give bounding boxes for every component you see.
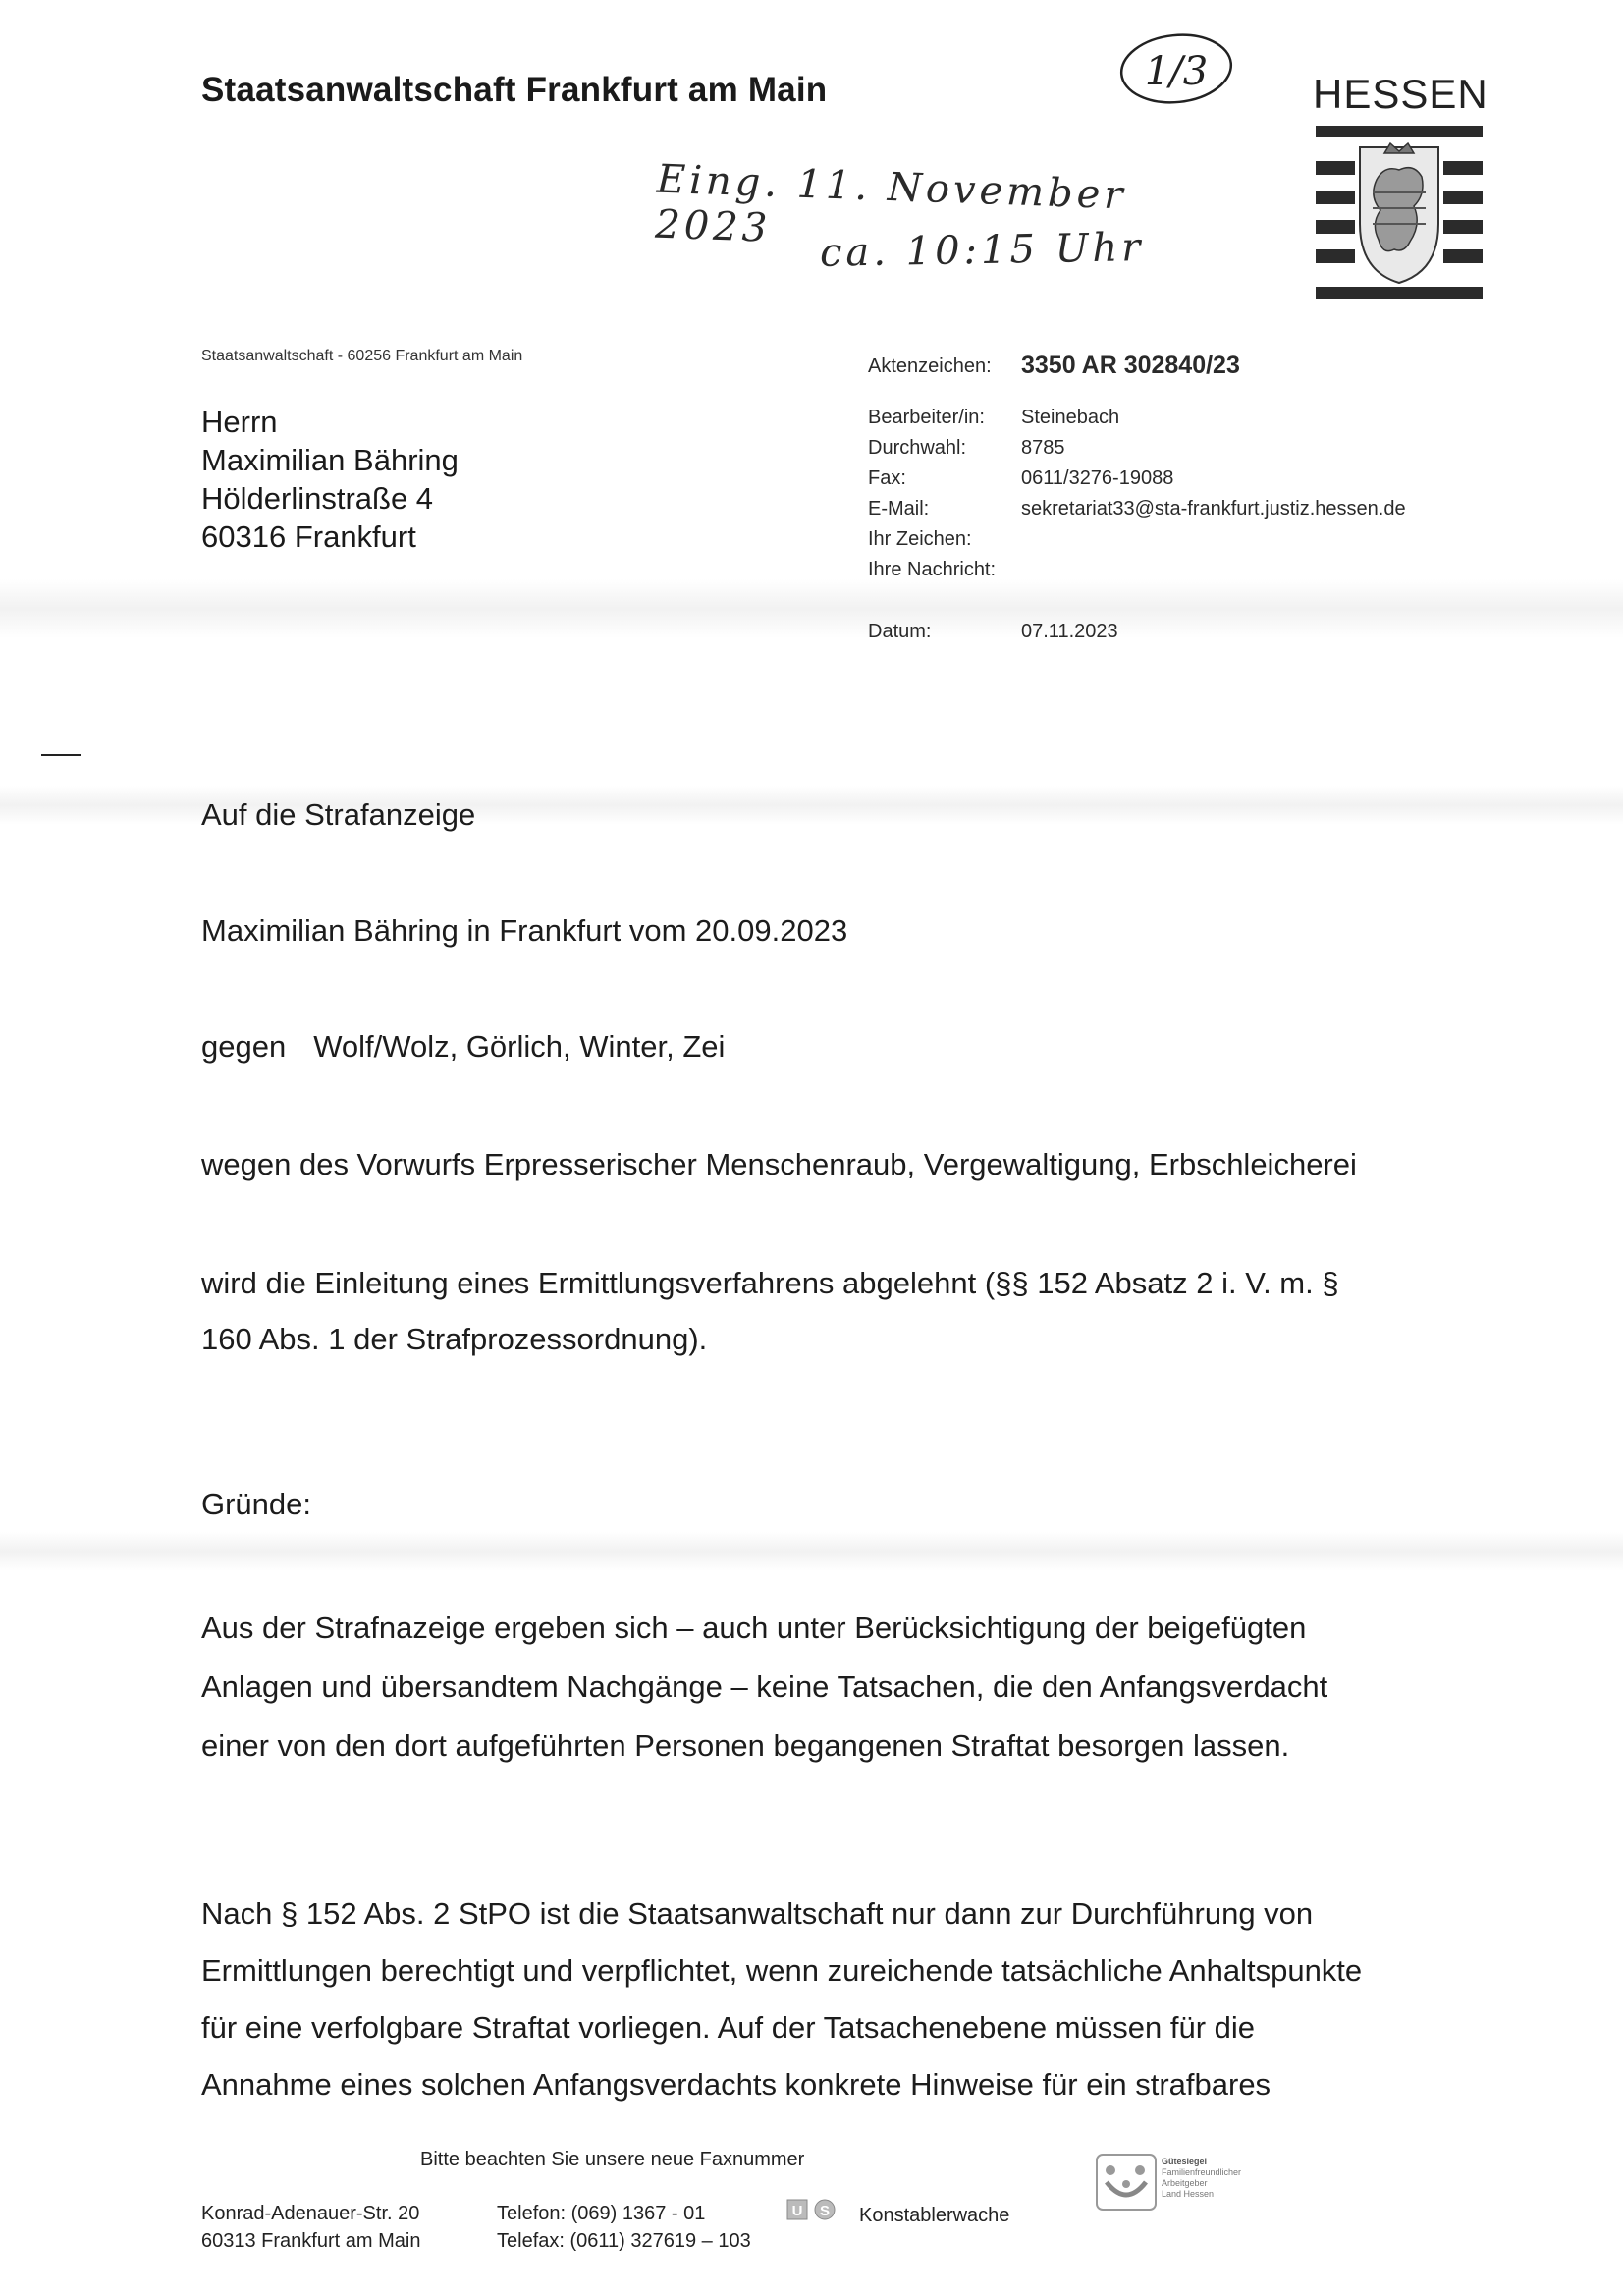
fax-value: 0611/3276-19088 bbox=[1021, 467, 1174, 489]
scan-band bbox=[0, 1532, 1623, 1571]
body-intro: Auf die Strafanzeige bbox=[201, 797, 476, 832]
page-marker-stamp bbox=[1117, 29, 1235, 110]
seal-text-line: Familienfreundlicher bbox=[1162, 2167, 1242, 2177]
u-bahn-icon bbox=[787, 2200, 807, 2219]
paragraph-line: Anlagen und übersandtem Nachgänge – keine Tatsachen, die den Anfangsverdacht bbox=[201, 1669, 1328, 1704]
paragraph-line: 160 Abs. 1 der Strafprozessordnung). bbox=[201, 1322, 708, 1356]
fold-mark bbox=[41, 754, 81, 756]
paragraph-line: wird die Einleitung eines Ermittlungsverfahrens abgelehnt (§§ 152 Absatz 2 i. V. m. § bbox=[201, 1266, 1339, 1300]
bearbeiter-value: Steinebach bbox=[1021, 407, 1120, 428]
handwritten-note-line: ca. 10:15 Uhr bbox=[819, 225, 1145, 276]
paragraph-line: einer von den dort aufgeführten Personen begangenen Straftat besorgen lassen. bbox=[201, 1728, 1290, 1763]
bearbeiter-label: Bearbeiter/in: bbox=[868, 407, 985, 428]
body-against bbox=[201, 1029, 725, 1065]
transit-icons bbox=[785, 2196, 844, 2223]
svg-text:U: U bbox=[791, 2203, 803, 2219]
paragraph-line: Annahme eines solchen Anfangsverdachts konkrete Hinweise für ein strafbares bbox=[201, 2067, 1271, 2102]
against-names: Wolf/Wolz, Görlich, Winter, Zei bbox=[313, 1029, 726, 1064]
seal-text bbox=[1162, 2157, 1241, 2200]
state-wordmark: HESSEN bbox=[1313, 71, 1488, 117]
fax-label: Fax: bbox=[868, 467, 906, 489]
seal-text-line: Land Hessen bbox=[1162, 2189, 1215, 2199]
footer-station: Konstablerwache bbox=[859, 2205, 1010, 2226]
reason-paragraph-2 bbox=[201, 1886, 1478, 2113]
family-friendly-employer-seal bbox=[1095, 2153, 1271, 2221]
recipient-name: Maximilian Bähring bbox=[201, 443, 459, 477]
recipient-address bbox=[201, 403, 459, 556]
durchwahl-label: Durchwahl: bbox=[868, 437, 967, 459]
footer-address bbox=[201, 2200, 420, 2255]
reason-paragraph-1 bbox=[201, 1599, 1478, 1776]
seal-logo-icon bbox=[1095, 2153, 1158, 2215]
recipient-salutation: Herrn bbox=[201, 405, 278, 439]
sender-return-line: Staatsanwaltschaft - 60256 Frankfurt am Main bbox=[201, 348, 523, 364]
footer-fax-notice: Bitte beachten Sie unsere neue Faxnummer bbox=[420, 2149, 805, 2170]
handwritten-receipt-note bbox=[648, 156, 1237, 285]
paragraph-line: für eine verfolgbare Straftat vorliegen. Auf der Tatsachenebene müssen für die bbox=[201, 2010, 1256, 2045]
ihre-nachricht-label: Ihre Nachricht: bbox=[868, 559, 997, 580]
footer-address-line: Konrad-Adenauer-Str. 20 bbox=[201, 2203, 420, 2224]
authority-title: Staatsanwaltschaft Frankfurt am Main bbox=[201, 71, 828, 109]
body-complainant: Maximilian Bähring in Frankfurt vom 20.09.2023 bbox=[201, 913, 848, 948]
recipient-street: Hölderlinstraße 4 bbox=[201, 481, 434, 516]
hessen-coat-of-arms-logo bbox=[1316, 126, 1483, 299]
footer-phone-line: Telefax: (0611) 327619 – 103 bbox=[497, 2230, 751, 2252]
aktenzeichen-value: 3350 AR 302840/23 bbox=[1021, 352, 1240, 379]
datum-label: Datum: bbox=[868, 621, 932, 642]
against-label: gegen bbox=[201, 1029, 287, 1064]
durchwahl-value: 8785 bbox=[1021, 437, 1065, 459]
decision-paragraph bbox=[201, 1255, 1478, 1367]
recipient-city: 60316 Frankfurt bbox=[201, 519, 416, 554]
seal-text-line: Gütesiegel bbox=[1162, 2157, 1208, 2166]
body-charges: wegen des Vorwurfs Erpresserischer Menschenraub, Vergewaltigung, Erbschleicherei bbox=[201, 1147, 1357, 1181]
s-bahn-icon bbox=[815, 2200, 835, 2219]
seal-text-line: Arbeitgeber bbox=[1162, 2178, 1208, 2188]
svg-text:S: S bbox=[819, 2203, 831, 2219]
ihr-zeichen-label: Ihr Zeichen: bbox=[868, 528, 972, 550]
footer-address-line: 60313 Frankfurt am Main bbox=[201, 2230, 421, 2252]
page-marker: 1/3 bbox=[1144, 49, 1209, 94]
paragraph-line: Aus der Strafnazeige ergeben sich – auch unter Berücksichtigung der beigefügten bbox=[201, 1611, 1307, 1645]
datum-value: 07.11.2023 bbox=[1021, 621, 1118, 642]
email-label: E-Mail: bbox=[868, 498, 930, 519]
handwritten-note-line: Eing. 11. November 2023 bbox=[654, 156, 1128, 251]
footer-phone bbox=[497, 2200, 751, 2255]
reasons-heading: Gründe: bbox=[201, 1487, 312, 1521]
paragraph-line: Ermittlungen berechtigt und verpflichtet, wenn zureichende tatsächliche Anhaltspunkte bbox=[201, 1953, 1363, 1988]
aktenzeichen-label: Aktenzeichen: bbox=[868, 355, 992, 377]
footer-phone-line: Telefon: (069) 1367 - 01 bbox=[497, 2203, 706, 2224]
paragraph-line: Nach § 152 Abs. 2 StPO ist die Staatsanwaltschaft nur dann zur Durchführung von bbox=[201, 1896, 1314, 1931]
email-value: sekretariat33@sta-frankfurt.justiz.hessen.de bbox=[1021, 498, 1406, 519]
scan-band bbox=[0, 579, 1623, 638]
